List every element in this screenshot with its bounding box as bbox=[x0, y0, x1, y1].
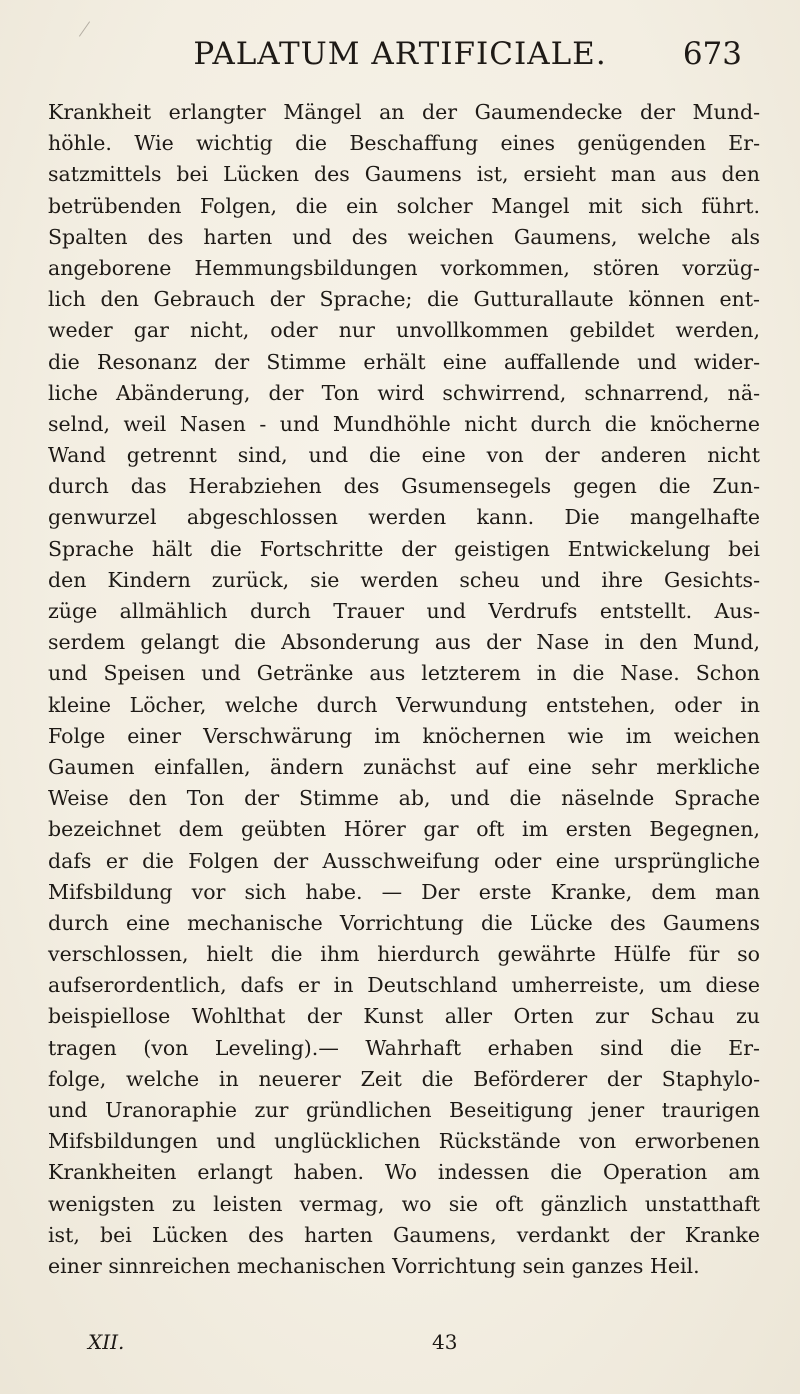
folio-mark: 43 bbox=[432, 1330, 458, 1354]
text-line: Mifsbildungen und unglücklichen Rückstände von erworbenen bbox=[48, 1129, 760, 1154]
text-line: einer sinnreichen mechanischen Vorrichtung sein ganzes Heil. bbox=[48, 1253, 700, 1278]
text-line: wenigsten zu leisten vermag, wo sie oft gänzlich unstatthaft bbox=[48, 1191, 760, 1216]
text-line: Spalten des harten und des weichen Gaumens, welche als bbox=[48, 224, 760, 249]
stray-pen-mark bbox=[79, 21, 90, 36]
page-number: 673 bbox=[682, 36, 742, 72]
text-line: Wand getrennt sind, und die eine von der anderen nicht bbox=[48, 443, 760, 468]
text-line: liche Abänderung, der Ton wird schwirrend, schnarrend, nä- bbox=[48, 380, 760, 405]
text-line: angeborene Hemmungsbildungen vorkommen, stören vorzüg- bbox=[48, 255, 760, 280]
text-line: betrübenden Folgen, die ein solcher Mangel mit sich führt. bbox=[48, 193, 760, 218]
text-line: Folge einer Verschwärung im knöchernen wie im weichen bbox=[48, 723, 760, 748]
text-line: und Speisen und Getränke aus letzterem in die Nase. Schon bbox=[48, 661, 760, 686]
text-line: ist, bei Lücken des harten Gaumens, verdankt der Kranke bbox=[48, 1222, 760, 1247]
text-line: selnd, weil Nasen - und Mundhöhle nicht durch die knöcherne bbox=[48, 411, 760, 436]
text-line: bezeichnet dem geübten Hörer gar oft im ersten Begegnen, bbox=[48, 817, 760, 842]
text-line: höhle. Wie wichtig die Beschaffung eines genügenden Er- bbox=[48, 131, 760, 156]
text-line: Weise den Ton der Stimme ab, und die näselnde Sprache bbox=[48, 786, 760, 811]
text-line: serdem gelangt die Absonderung aus der Nase in den Mund, bbox=[48, 630, 760, 655]
text-line: den Kindern zurück, sie werden scheu und ihre Gesichts- bbox=[48, 567, 760, 592]
text-line: durch eine mechanische Vorrichtung die Lücke des Gaumens bbox=[48, 910, 760, 935]
text-line: Krankheiten erlangt haben. Wo indessen die Operation am bbox=[48, 1160, 760, 1185]
page-footer bbox=[0, 1330, 800, 1364]
text-line: Sprache hält die Fortschritte der geistigen Entwickelung bei bbox=[48, 536, 760, 561]
text-line: aufserordentlich, dafs er in Deutschland umherreiste, um diese bbox=[48, 973, 760, 998]
text-line: weder gar nicht, oder nur unvollkommen gebildet werden, bbox=[48, 318, 760, 343]
text-line: verschlossen, hielt die ihm hierdurch gewährte Hülfe für so bbox=[48, 942, 760, 967]
text-line: lich den Gebrauch der Sprache; die Gutturallaute können ent- bbox=[48, 287, 760, 312]
signature-mark: XII. bbox=[88, 1330, 125, 1354]
text-line: satzmittels bei Lücken des Gaumens ist, ersieht man aus den bbox=[48, 162, 760, 187]
text-line: folge, welche in neuerer Zeit die Beförderer der Staphylo- bbox=[48, 1066, 760, 1091]
text-line: dafs er die Folgen der Ausschweifung oder eine ursprüngliche bbox=[48, 848, 760, 873]
text-line: genwurzel abgeschlossen werden kann. Die mangelhafte bbox=[48, 505, 760, 530]
text-line: Krankheit erlangter Mängel an der Gaumendecke der Mund- bbox=[48, 100, 760, 124]
text-line: kleine Löcher, welche durch Verwundung entstehen, oder in bbox=[48, 692, 760, 717]
text-line: durch das Herabziehen des Gsumensegels gegen die Zun- bbox=[48, 474, 760, 499]
text-line: und Uranoraphie zur gründlichen Beseitigung jener traurigen bbox=[48, 1098, 760, 1122]
text-line: Mifsbildung vor sich habe. — Der erste Kranke, dem man bbox=[48, 879, 760, 904]
running-title: PALATUM ARTIFICIALE. bbox=[193, 36, 607, 72]
body-text bbox=[48, 97, 760, 1282]
text-line: züge allmählich durch Trauer und Verdrufs entstellt. Aus- bbox=[48, 599, 760, 623]
page-header bbox=[0, 36, 800, 86]
text-line: die Resonanz der Stimme erhält eine auffallende und wider- bbox=[48, 349, 760, 374]
text-line: beispiellose Wohlthat der Kunst aller Orten zur Schau zu bbox=[48, 1004, 760, 1029]
text-line: Gaumen einfallen, ändern zunächst auf eine sehr merkliche bbox=[48, 754, 760, 779]
text-line: tragen (von Leveling).— Wahrhaft erhaben sind die Er- bbox=[48, 1035, 760, 1060]
